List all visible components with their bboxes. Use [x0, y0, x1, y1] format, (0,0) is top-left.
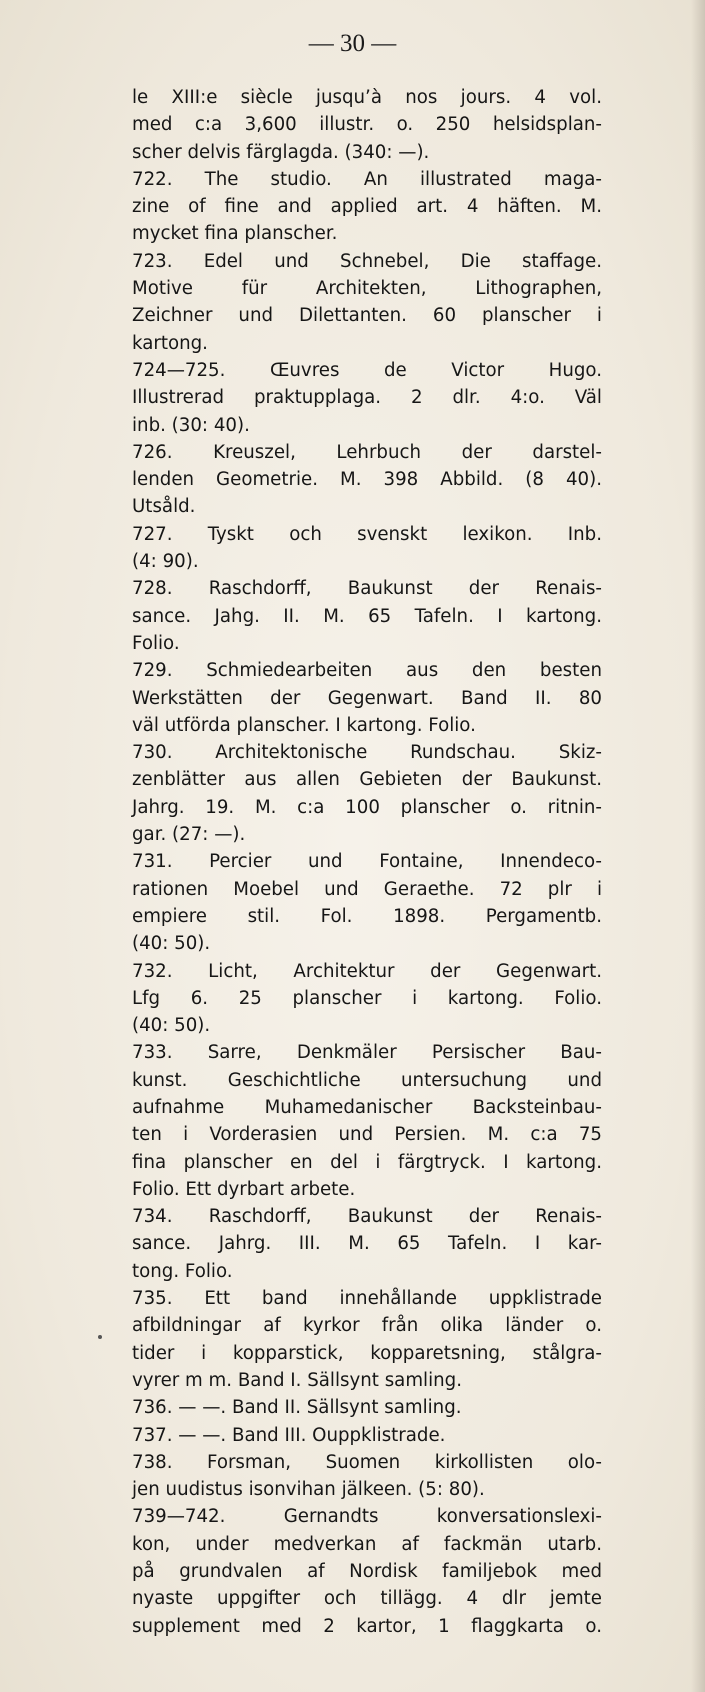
text-line: fina planscher en del i färgtryck. I kartong. [132, 1151, 602, 1173]
text-line: le XIII:e siècle jusqu’à nos jours. 4 vol. [132, 87, 602, 108]
text-line: gar. (27: —). [132, 824, 246, 846]
text-line: rationen Moebel und Geraethe. 72 plr i [132, 878, 602, 900]
text-line: sance. Jahrg. III. M. 65 Tafeln. I kar- [132, 1233, 602, 1255]
text-line: mycket fina planscher. [132, 223, 338, 245]
text-line: Utsåld. [132, 496, 196, 518]
text-line: Folio. [132, 632, 180, 654]
margin-mark [98, 1335, 102, 1339]
text-line: 722. The studio. An illustrated maga- [132, 168, 602, 190]
text-line: aufnahme Muhamedanischer Backsteinbau- [132, 1096, 602, 1118]
text-line: Jahrg. 19. M. c:a 100 planscher o. ritnin- [132, 796, 602, 818]
text-line: med c:a 3,600 illustr. o. 250 helsidsplan- [132, 114, 602, 136]
text-line: zenblätter aus allen Gebieten der Baukunst. [132, 769, 602, 791]
text-line: inb. (30: 40). [132, 414, 250, 436]
text-line: 734. Raschdorff, Baukunst der Renais- [132, 1206, 602, 1228]
text-line: kunst. Geschichtliche untersuchung und [132, 1069, 602, 1091]
text-line: 727. Tyskt och svenskt lexikon. Inb. [132, 523, 602, 545]
text-line: 732. Licht, Architektur der Gegenwart. [132, 960, 602, 982]
text-line: 738. Forsman, Suomen kirkollisten olo- [132, 1451, 602, 1473]
text-line: afbildningar af kyrkor från olika länder o. [132, 1315, 602, 1337]
text-line: empiere stil. Fol. 1898. Pergamentb. [132, 905, 602, 927]
text-line: Folio. Ett dyrbart arbete. [132, 1178, 356, 1200]
text-line: 724—725. Œuvres de Victor Hugo. [132, 359, 602, 381]
text-line: 723. Edel und Schnebel, Die staffage. [132, 250, 602, 272]
text-line: kon, under medverkan af fackmän utarb. [132, 1533, 602, 1555]
text-line: jen uudistus isonvihan jälkeen. (5: 80). [132, 1479, 485, 1501]
text-line: 739—742. Gernandts konversationslexi- [132, 1506, 602, 1528]
text-line: scher delvis färglagda. (340: —). [132, 141, 430, 163]
text-line: 729. Schmiedearbeiten aus den besten [132, 660, 602, 682]
text-line: tong. Folio. [132, 1260, 233, 1282]
text-line: ten i Vorderasien und Persien. M. c:a 75 [132, 1124, 602, 1146]
catalog-text [132, 84, 602, 1640]
text-line: på grundvalen af Nordisk familjebok med [132, 1561, 602, 1583]
text-line: 737. — —. Band III. Ouppklistrade. [132, 1424, 446, 1446]
text-line: 726. Kreuszel, Lehrbuch der darstel- [132, 441, 602, 463]
text-line: sance. Jahg. II. M. 65 Tafeln. I kartong. [132, 605, 602, 627]
page-edge-shadow [691, 0, 705, 1692]
text-line: (40: 50). [132, 1015, 211, 1037]
text-line: (4: 90). [132, 551, 199, 573]
text-line: Illustrerad praktupplaga. 2 dlr. 4:o. Väl [132, 387, 602, 409]
text-line: vyrer m m. Band I. Sällsynt samling. [132, 1369, 463, 1391]
text-line: kartong. [132, 332, 208, 354]
text-line: nyaste uppgifter och tillägg. 4 dlr jemte [132, 1588, 602, 1610]
text-line: 735. Ett band innehållande uppklistrade [132, 1288, 602, 1310]
text-line: 728. Raschdorff, Baukunst der Renais- [132, 578, 602, 600]
text-line: 731. Percier und Fontaine, Innendeco- [132, 851, 602, 873]
text-line: lenden Geometrie. M. 398 Abbild. (8 40). [132, 469, 602, 491]
text-line: Werkstätten der Gegenwart. Band II. 80 [132, 687, 602, 709]
text-line: tider i kopparstick, kopparetsning, stålgra- [132, 1342, 602, 1364]
text-line: 733. Sarre, Denkmäler Persischer Bau- [132, 1042, 602, 1064]
text-line: Lfg 6. 25 planscher i kartong. Folio. [132, 987, 602, 1009]
text-line: Motive für Architekten, Lithographen, [132, 278, 602, 300]
page-number: — 30 — [308, 30, 397, 57]
text-line: Zeichner und Dilettanten. 60 planscher i [132, 305, 602, 327]
text-line: 730. Architektonische Rundschau. Skiz- [132, 742, 602, 764]
text-line: (40: 50). [132, 933, 211, 955]
text-line: supplement med 2 kartor, 1 flaggkarta o. [132, 1615, 602, 1637]
text-line: 736. — —. Band II. Sällsynt samling. [132, 1397, 462, 1419]
text-line: väl utförda planscher. I kartong. Folio. [132, 714, 476, 736]
text-line: zine of fine and applied art. 4 häften. M. [132, 196, 602, 218]
